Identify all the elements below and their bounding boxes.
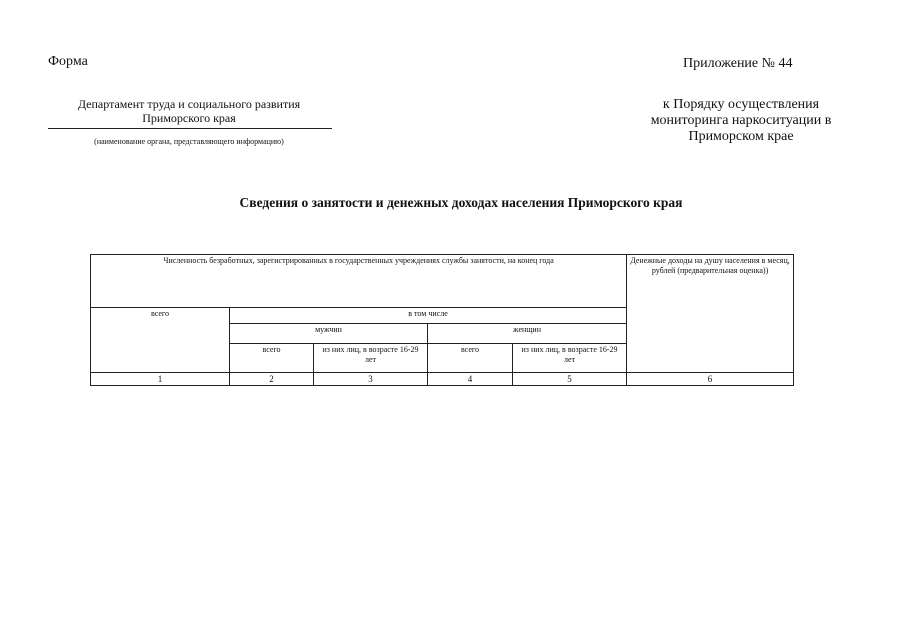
appendix-label: Приложение № 44 <box>683 56 793 71</box>
column-number: 1 <box>91 373 230 386</box>
column-number: 2 <box>230 373 314 386</box>
order-line-1: к Порядку осуществления <box>662 97 820 112</box>
men-youth-header: из них лиц, в возрасте 16-29 лет <box>314 344 428 373</box>
men-header: мужчин <box>230 324 428 344</box>
column-number: 4 <box>428 373 513 386</box>
form-label: Форма <box>48 54 88 69</box>
women-total-header: всего <box>428 344 513 373</box>
department-line-1: Департамент труда и социального развития <box>77 97 301 111</box>
including-header: в том числе <box>230 308 627 324</box>
department-name <box>48 97 330 125</box>
order-line-2: мониторинга наркоситуации в <box>650 113 832 128</box>
column-number-row <box>91 373 794 386</box>
total-header: всего <box>91 308 230 373</box>
department-underline <box>48 128 332 129</box>
order-reference <box>630 97 852 145</box>
unemployed-header: Численность безработных, зарегистрированных в государственных учреждениях службы занятости, на конец года <box>91 255 627 308</box>
document-title: Сведения о занятости и денежных доходах населения Приморского края <box>239 195 683 210</box>
department-caption: (наименование органа, представляющего информацию) <box>94 137 284 146</box>
women-youth-header: из них лиц, в возрасте 16-29 лет <box>513 344 627 373</box>
income-header: Денежные доходы на душу населения в месяц, рублей (предварительная оценка)) <box>627 255 794 373</box>
order-line-3: Приморском крае <box>688 129 794 144</box>
data-table <box>90 254 794 386</box>
column-number: 6 <box>627 373 794 386</box>
column-number: 5 <box>513 373 627 386</box>
women-header: женщин <box>428 324 627 344</box>
men-total-header: всего <box>230 344 314 373</box>
department-line-2: Приморского края <box>142 111 236 125</box>
column-number: 3 <box>314 373 428 386</box>
